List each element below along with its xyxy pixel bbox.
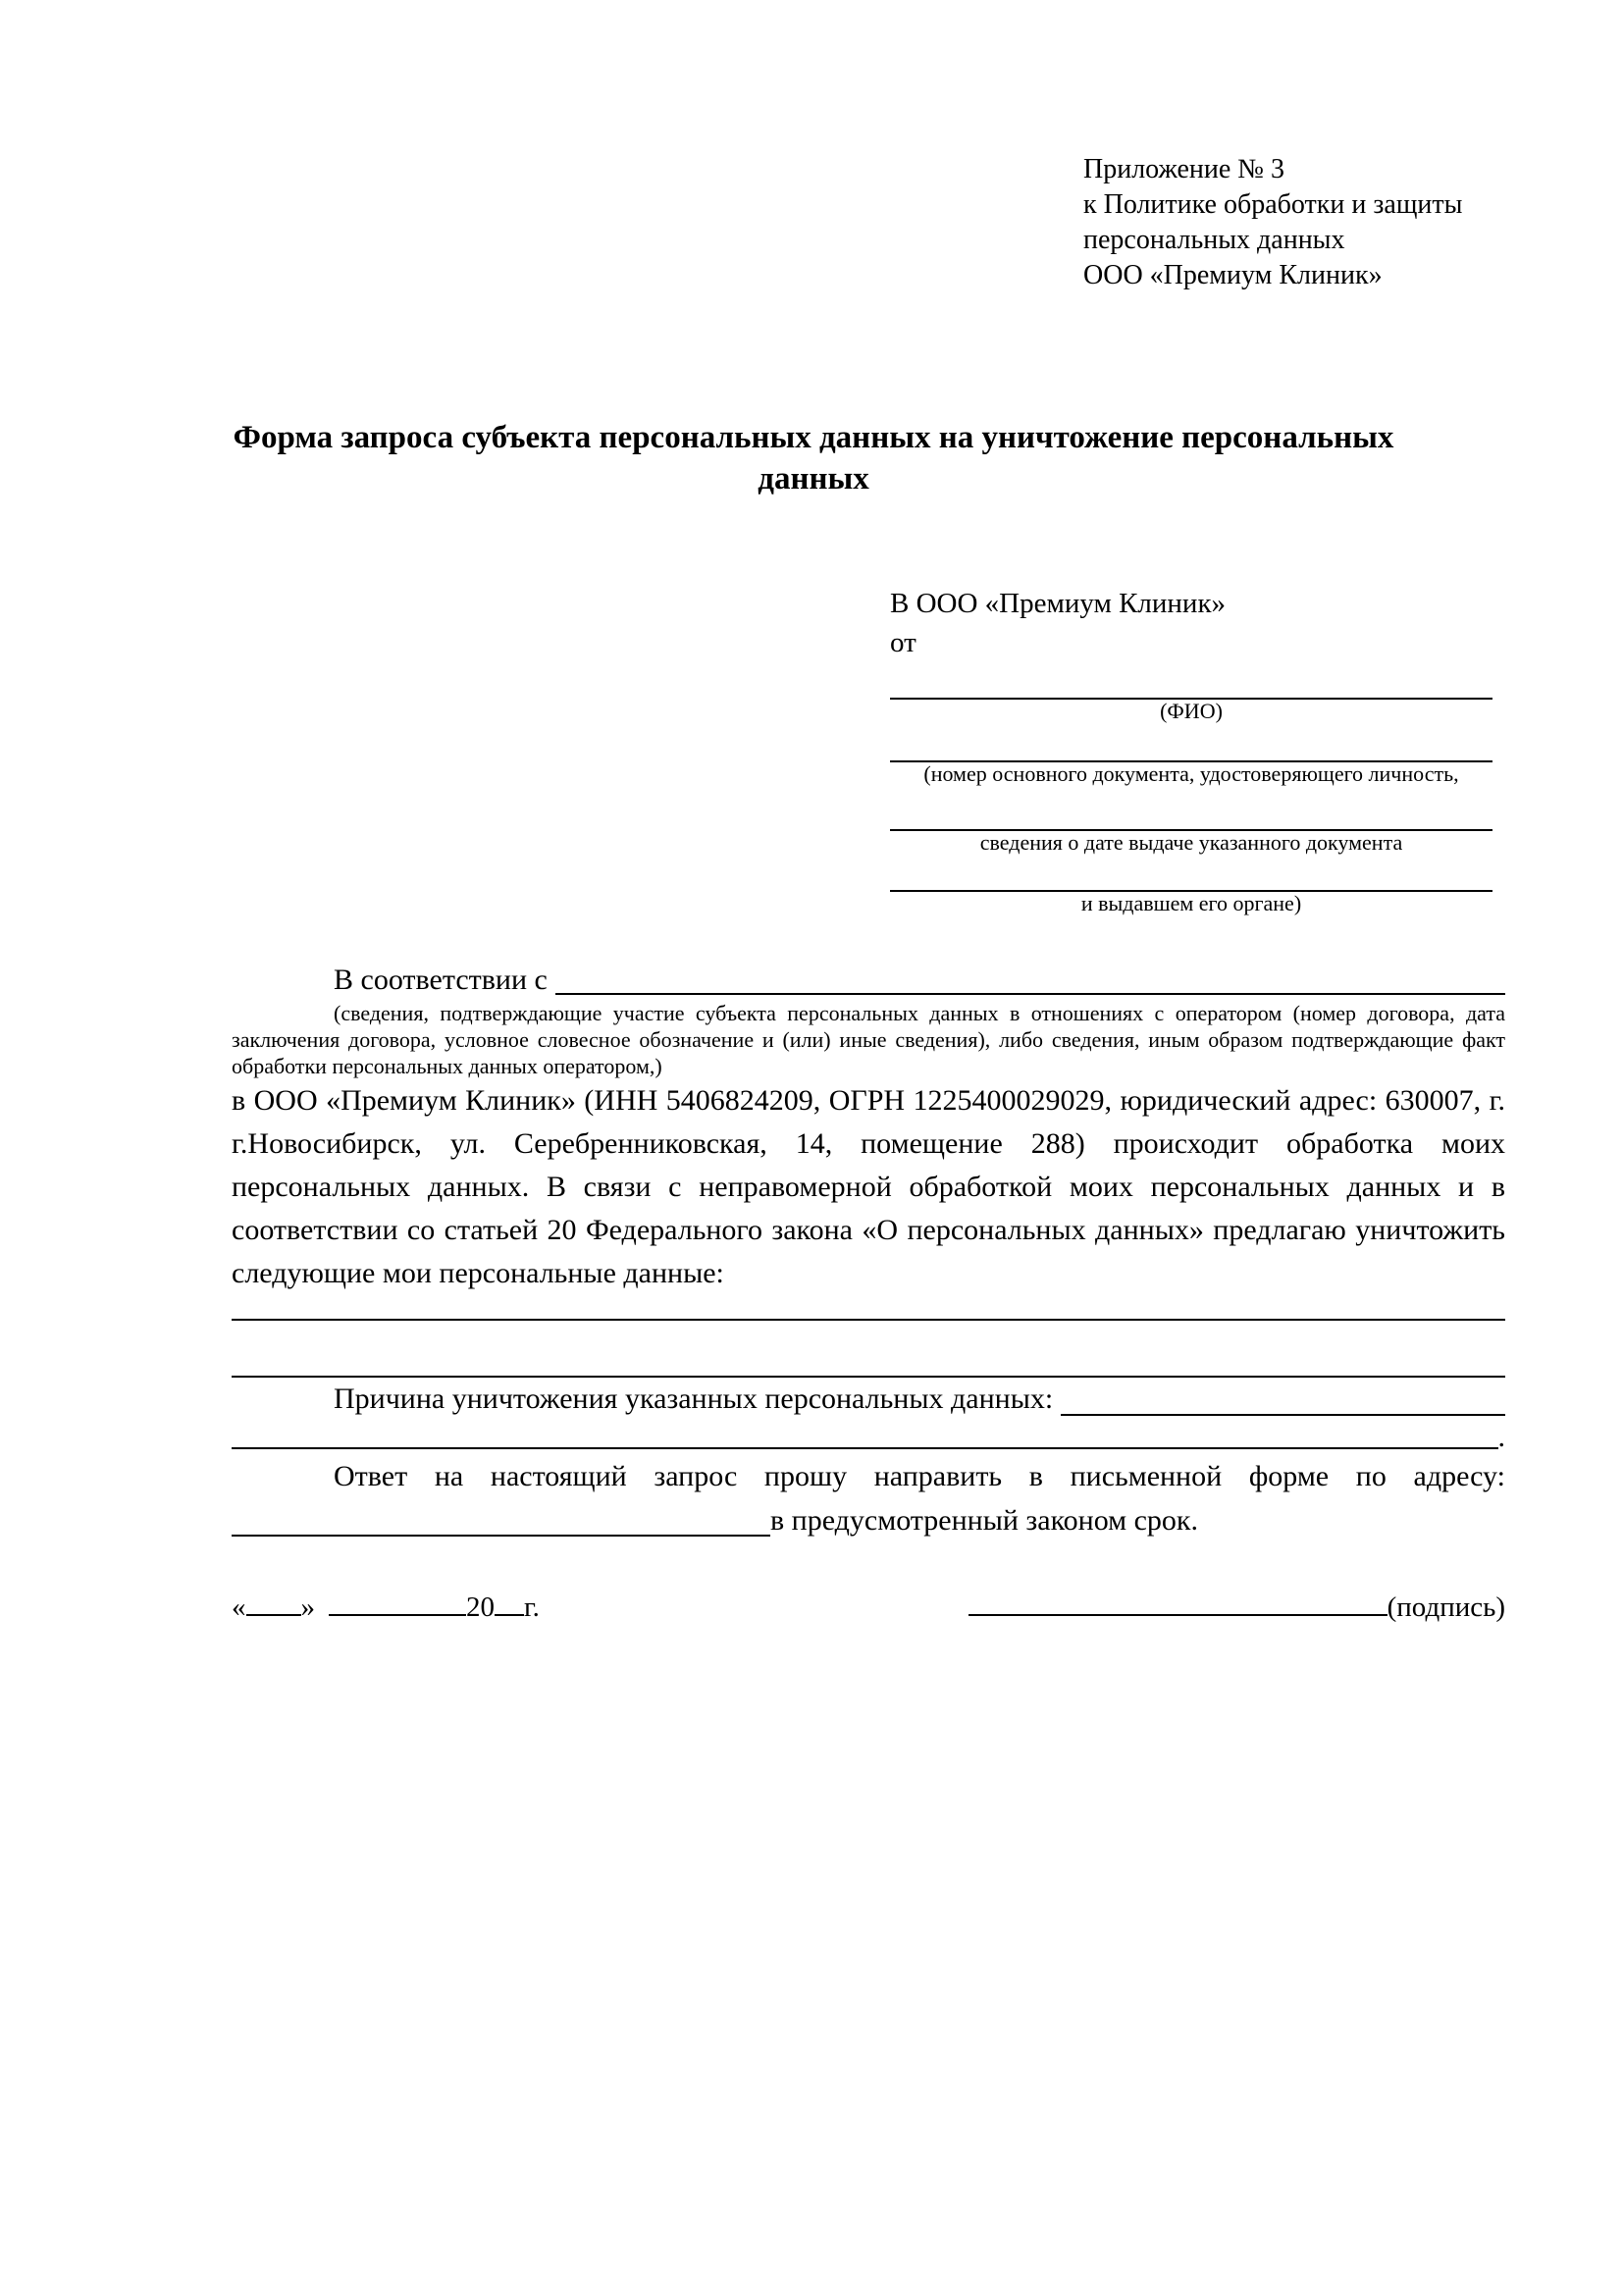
appendix-company: ООО «Премиум Клиник» [1083, 260, 1383, 290]
issuing-authority-caption: и выдавшем его органе) [1080, 891, 1302, 915]
personal-data-field-line-2 [232, 1321, 1505, 1378]
fio-field-line [890, 662, 1492, 700]
addressee-block [890, 584, 1492, 915]
addressee-from-label: от [890, 627, 916, 658]
signature-caption: (подпись) [1387, 1592, 1505, 1623]
address-field-line [232, 1499, 770, 1537]
date-group [232, 1588, 540, 1627]
document-number-field-line [890, 723, 1492, 762]
date-open-quote: « [232, 1592, 246, 1623]
reason-label: Причина уничтожения указанных персональных данных: [334, 1383, 1054, 1415]
date-signature-row [232, 1588, 1505, 1627]
response-address-line [232, 1499, 1505, 1542]
personal-data-field-line-1 [232, 1295, 1505, 1321]
issue-date-caption: сведения о дате выдаче указанного документа [979, 830, 1403, 855]
signature-field-line [969, 1614, 1387, 1616]
reason-continuation-line [232, 1421, 1505, 1454]
day-field-line [246, 1614, 301, 1616]
fio-caption: (ФИО) [1160, 699, 1223, 723]
date-era: г. [524, 1592, 540, 1623]
document-number-caption: (номер основного документа, удостоверяющего личность, [923, 761, 1459, 786]
signature-group [969, 1588, 1505, 1627]
issue-date-field-line [890, 786, 1492, 831]
year-field-line [495, 1614, 524, 1616]
date-century: 20 [466, 1592, 495, 1623]
date-close-quote: » [300, 1592, 315, 1623]
response-suffix: в предусмотренный законом срок. [770, 1504, 1198, 1537]
main-paragraph: в ООО «Премиум Клиник» (ИНН 5406824209, ОГРН 1225400029029, юридический адрес: 630007, г. г.Новосибирск, ул. Серебренниковская, 14, помещение 288) происходит обработка моих персональных данных. В связи с неправомерной обработкой моих персональных данных и в соответствии со статьей 20 Федерального закона «О персональных данных» предлагаю уничтожить следующие мои персональные данные: [232, 1084, 1505, 1289]
reason-field-line [1061, 1378, 1505, 1416]
issuing-authority-field-line [890, 855, 1492, 892]
accordance-line [232, 961, 1505, 1000]
accordance-note: (сведения, подтверждающие участие субъекта персональных данных в отношениях с оператором (номер договора, дата заключения договора, условное словесное обозначение и (или) иные сведения), либо сведения, иным образом подтверждающие факт обработки персональных данных оператором,) [232, 1001, 1505, 1078]
appendix-number: Приложение № 3 [1083, 154, 1284, 184]
accordance-prefix: В соответствии с [334, 964, 548, 996]
reason-terminator: . [1497, 1421, 1505, 1453]
month-field-line [329, 1614, 466, 1616]
response-request-text: Ответ на настоящий запрос прошу направить в письменной форме по адресу: [334, 1460, 1505, 1492]
page-title: Форма запроса субъекта персональных данных на уничтожение персональных данных [233, 420, 1394, 496]
appendix-policy-line2: персональных данных [1083, 225, 1345, 255]
appendix-header [1083, 152, 1505, 293]
addressee-to-line: В ООО «Премиум Клиник» [890, 588, 1227, 619]
appendix-policy-line1: к Политике обработки и защиты [1083, 189, 1463, 220]
accordance-field-line [555, 961, 1505, 995]
reason-field-line-2 [232, 1447, 1498, 1449]
reason-line [232, 1378, 1505, 1421]
